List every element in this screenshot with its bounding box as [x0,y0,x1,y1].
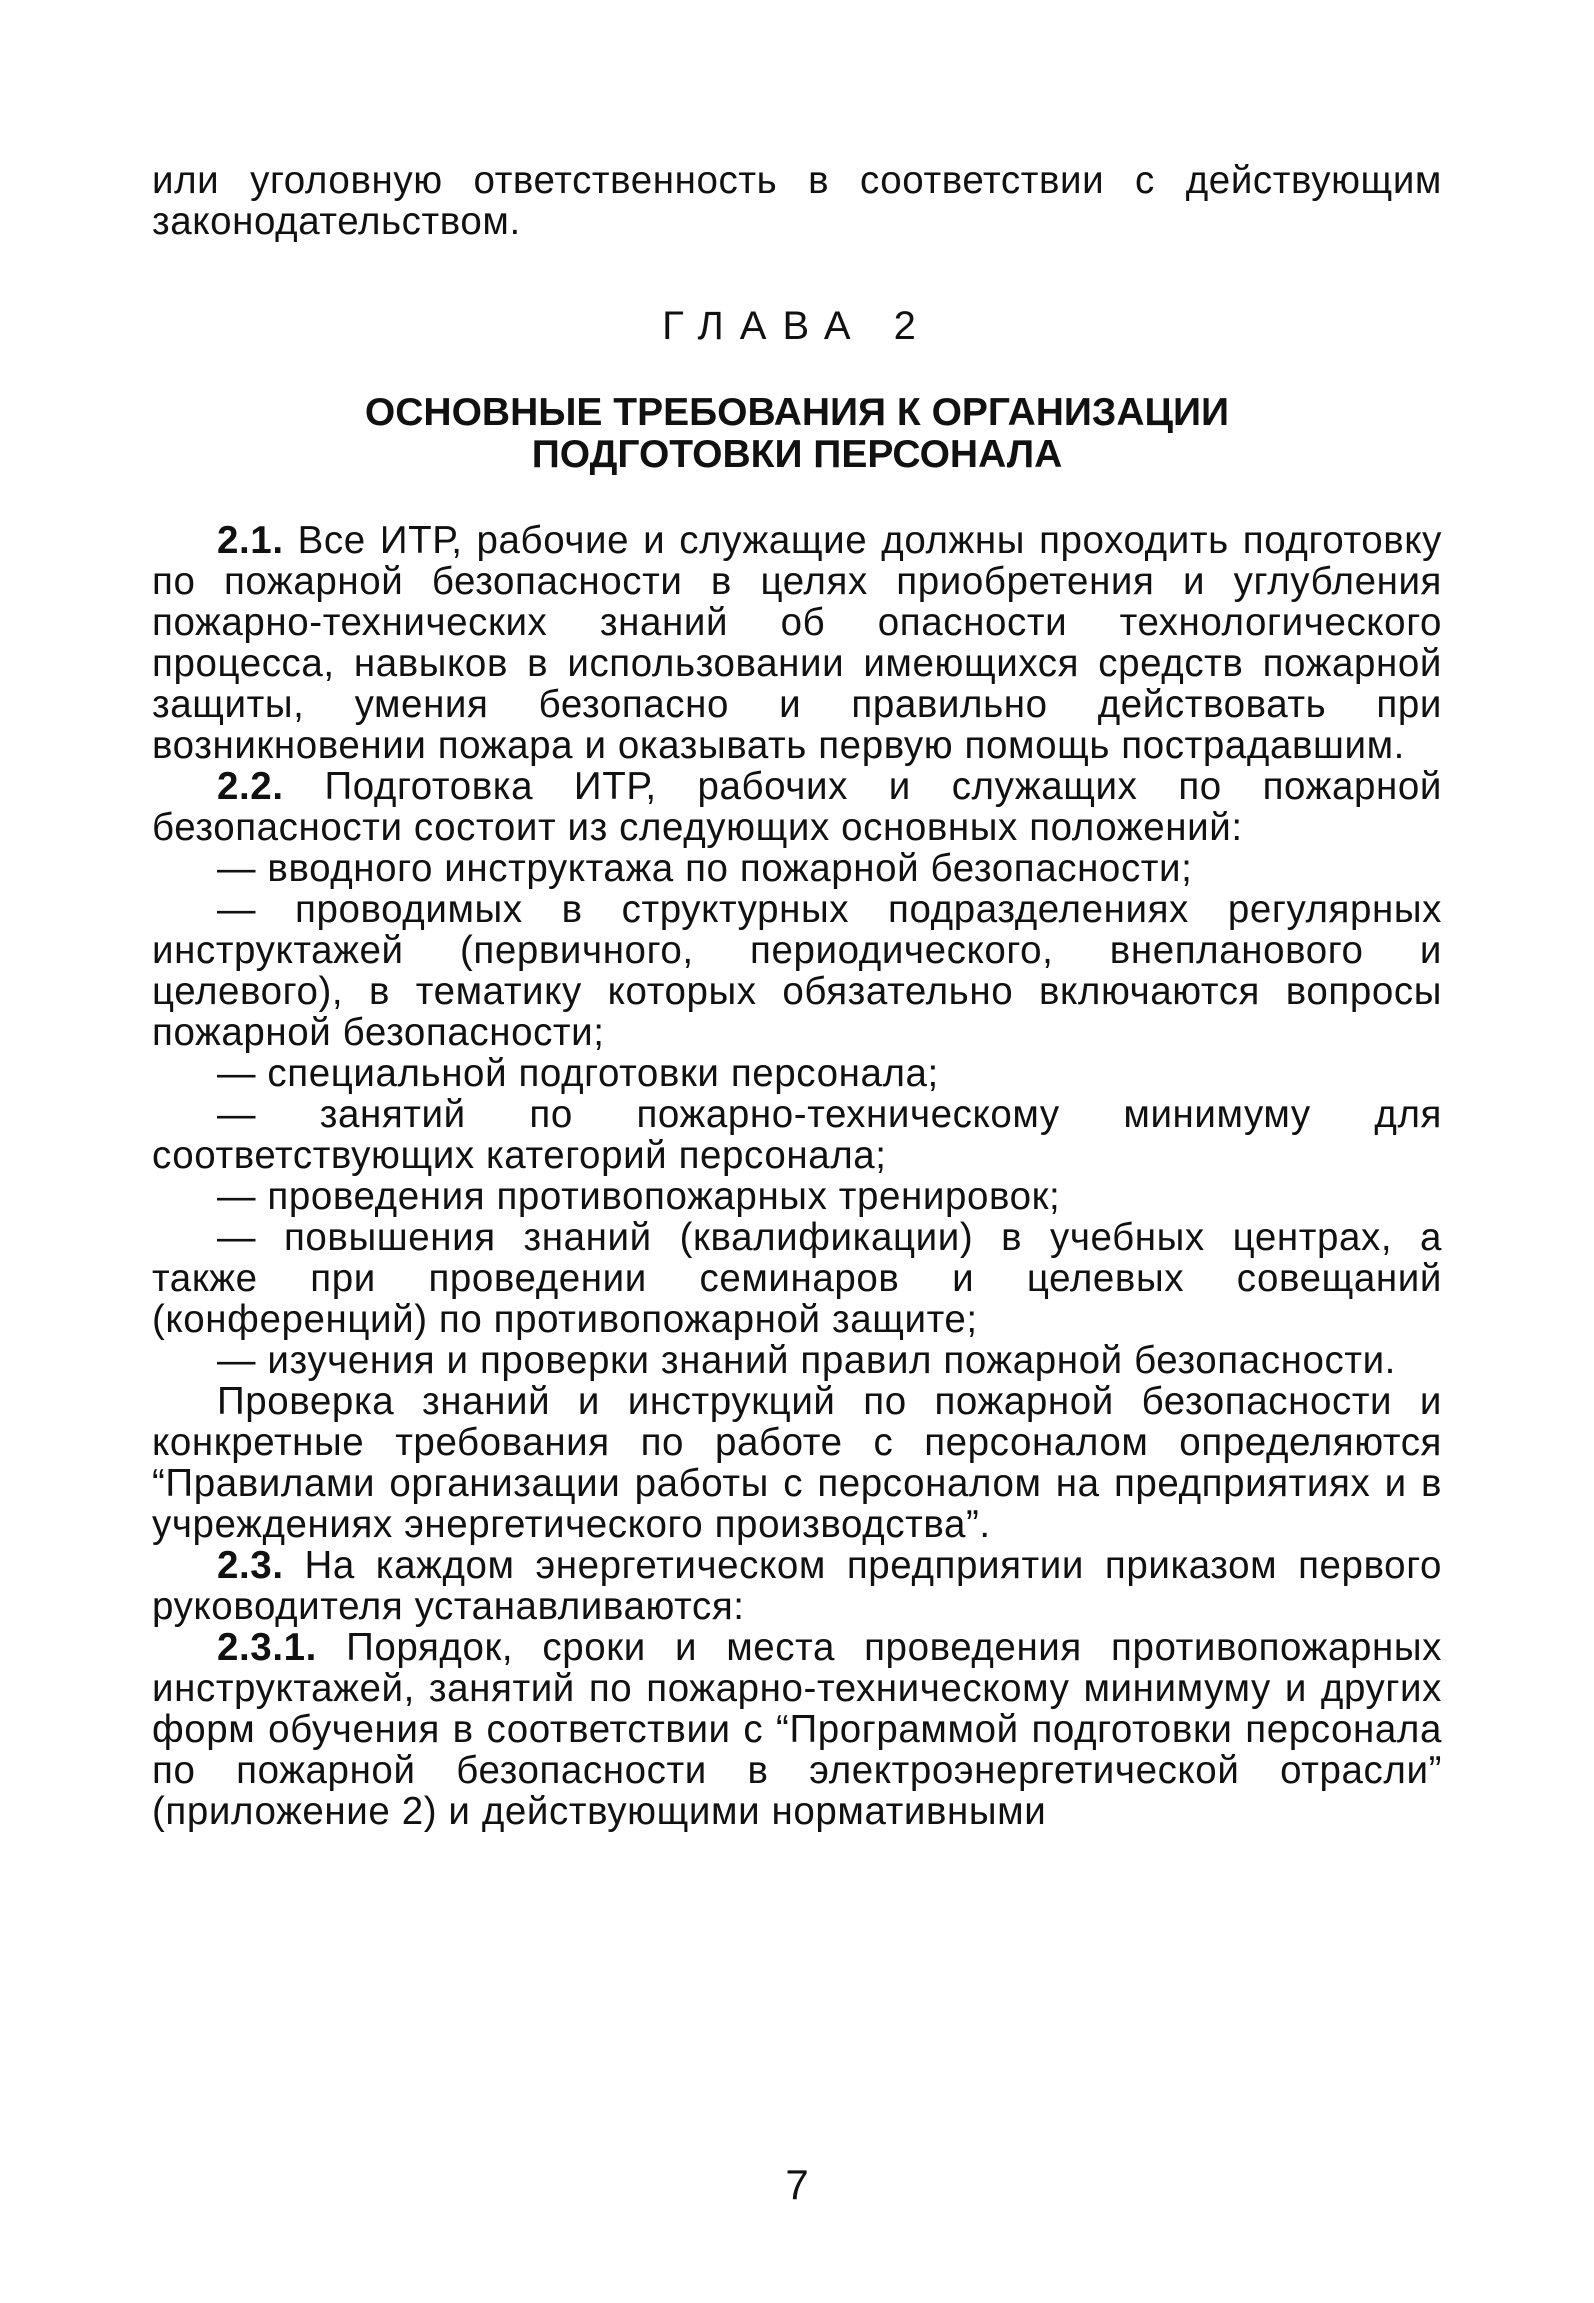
section-text: На каждом энергетическом предприятии приказом первого руководителя устанавливаются: [152,1544,1443,1628]
page-number: 7 [785,2161,809,2208]
document-page [152,160,1442,1832]
chapter-title-line-2: ПОДГОТОВКИ ПЕРСОНАЛА [531,433,1063,476]
section-number: 2.3. [217,1544,284,1587]
list-item: — занятий по пожарно-техническому минимуму для соответствующих категорий персонала; [152,1093,1442,1177]
list-item: — повышения знаний (квалификации) в учебных центрах, а также при проведении семинаров и целевых совещаний (конференций) по противопожарной защите; [152,1216,1442,1341]
section-2-1 [152,520,1442,766]
list-item: — проводимых в структурных подразделениях регулярных инструктажей (первичного, периодического, внепланового и целевого), в тематику которых обязательно включаются вопросы пожарной безопасности; [152,888,1442,1054]
list-item: — специальной подготовки персонала; [217,1052,939,1095]
intro-paragraph: или уголовную ответственность в соответствии с действующим законодательством. [152,159,1442,243]
section-text: Подготовка ИТР, рабочих и служащих по пожарной безопасности состоит из следующих основных положений: [152,765,1442,849]
section-2-3-1 [152,1627,1442,1832]
section-text: Все ИТР, рабочие и служащие должны проходить подготовку по пожарной безопасности в целях приобретения и углубления пожарно-технических знаний об опасности технологического процесса, навыков в использовании имеющихся средств пожарной защиты, умения безопасно и правильно действовать при возникновении пожара и оказывать первую помощь пострадавшим. [152,519,1443,767]
chapter-title [152,392,1442,476]
section-number: 2.3.1. [217,1626,317,1669]
list-item: — вводного инструктажа по пожарной безопасности; [217,847,1193,890]
list-item: — проведения противопожарных тренировок; [217,1175,1061,1218]
section-number: 2.1. [217,519,284,562]
section-number: 2.2. [217,765,284,808]
section-2-2-closing: Проверка знаний и инструкций по пожарной безопасности и конкретные требования по работе с персоналом определяются “Правилами организации работы с персоналом на предприятиях и в учреждениях энергетического производства”. [152,1380,1442,1546]
section-text: Порядок, сроки и места проведения противопожарных инструктажей, занятий по пожарно-техническому минимуму и других форм обучения в соответствии с “Программой подготовки персонала по пожарной безопасности в электроэнергетической отрасли” (приложение 2) и действующими нормативными [152,1626,1442,1833]
list-item: — изучения и проверки знаний правил пожарной безопасности. [217,1339,1396,1382]
chapter-title-line-1: ОСНОВНЫЕ ТРЕБОВАНИЯ К ОРГАНИЗАЦИИ [364,391,1230,434]
section-2-3 [152,1545,1442,1627]
chapter-label: ГЛАВА 2 [662,304,932,348]
section-2-2 [152,766,1442,848]
